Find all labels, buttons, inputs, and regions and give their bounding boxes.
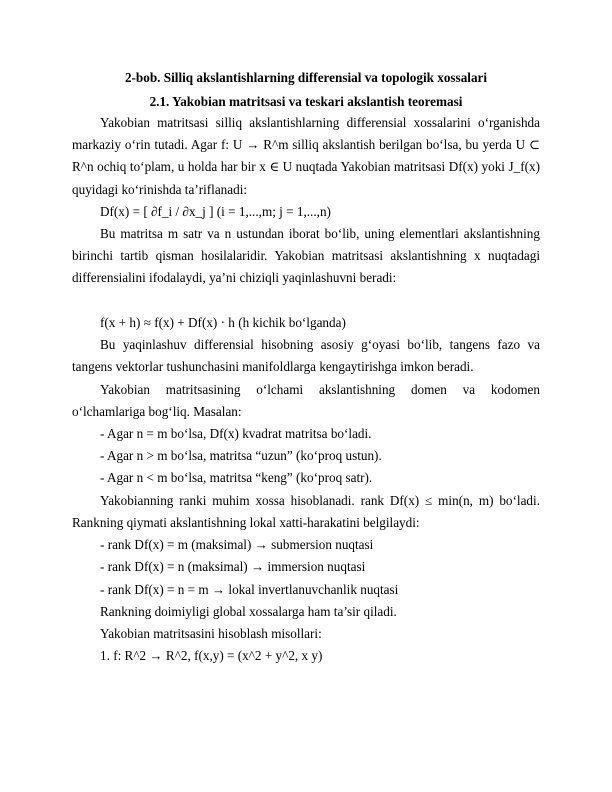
section-heading: 2.1. Yakobian matritsasi va teskari akslantish teoremasi — [149, 94, 463, 109]
list-item-local-invertibility: - rank Df(x) = n = m → lokal invertlanuvchanlik nuqtasi — [100, 582, 399, 597]
paragraph-tangent-space: Bu yaqinlashuv differensial hisobning asosiy g‘oyasi bo‘lib, tangens fazo va tangens vektorlar tushunchasini manifoldlarga kengaytirishga imkon beradi. — [72, 337, 540, 375]
list-item-submersion: - rank Df(x) = m (maksimal) → submersion nuqtasi — [100, 537, 374, 552]
list-item-long: - Agar n > m bo‘lsa, matritsa “uzun” (ko‘proq ustun). — [100, 448, 382, 463]
example-item-1: 1. f: R^2 → R^2, f(x,y) = (x^2 + y^2, x y) — [100, 648, 323, 663]
paragraph-dimensions: Yakobian matritsasining o‘lchami akslantishning domen va kodomen o‘lchamlariga bog‘liq. Masalan: — [72, 382, 540, 420]
paragraph-matrix-description: Bu matritsa m satr va n ustundan iborat bo‘lib, uning elementlari akslantishning birinchi tartib qisman hosilalaridir. Yakobian matritsasi akslantishning x nuqtadagi differensialini ifodalaydi, ya’ni chiziqli yaqinlashuvni beradi: — [72, 226, 540, 286]
list-item-wide: - Agar n < m bo‘lsa, matritsa “keng” (ko‘proq satr). — [100, 470, 373, 485]
formula-jacobian: Df(x) = [ ∂f_i / ∂x_j ] (i = 1,...,m; j = 1,...,n) — [100, 204, 331, 219]
chapter-heading: 2-bob. Silliq akslantishlarning differensial va topologik xossalari — [124, 70, 488, 85]
paragraph-intro: Yakobian matritsasi silliq akslantishlarning differensial xossalarini o‘rganishda markaziy o‘rin tutadi. Agar f: U → R^m silliq akslantish berilgan bo‘lsa, bu yerda U ⊂ R^n ochiq to‘plam, u holda har bir x ∈ U nuqtada Yakobian matritsasi Df(x) yoki J_f(x) quyidagi ko‘rinishda ta’riflanadi: — [72, 115, 540, 197]
paragraph-rank: Yakobianning ranki muhim xossa hisoblanadi. rank Df(x) ≤ min(n, m) bo‘ladi. Rankning qiymati akslantishning lokal xatti-harakatini belgilaydi: — [72, 493, 540, 531]
line-rank-constancy: Rankning doimiyligi global xossalarga ham ta’sir qiladi. — [100, 604, 397, 619]
list-item-immersion: - rank Df(x) = n (maksimal) → immersion nuqtasi — [100, 559, 366, 574]
list-item-square: - Agar n = m bo‘lsa, Df(x) kvadrat matritsa bo‘ladi. — [100, 426, 372, 441]
line-examples-heading: Yakobian matritsasini hisoblash misollari: — [100, 626, 322, 641]
formula-linear-approximation: f(x + h) ≈ f(x) + Df(x) · h (h kichik bo‘lganda) — [100, 315, 346, 330]
